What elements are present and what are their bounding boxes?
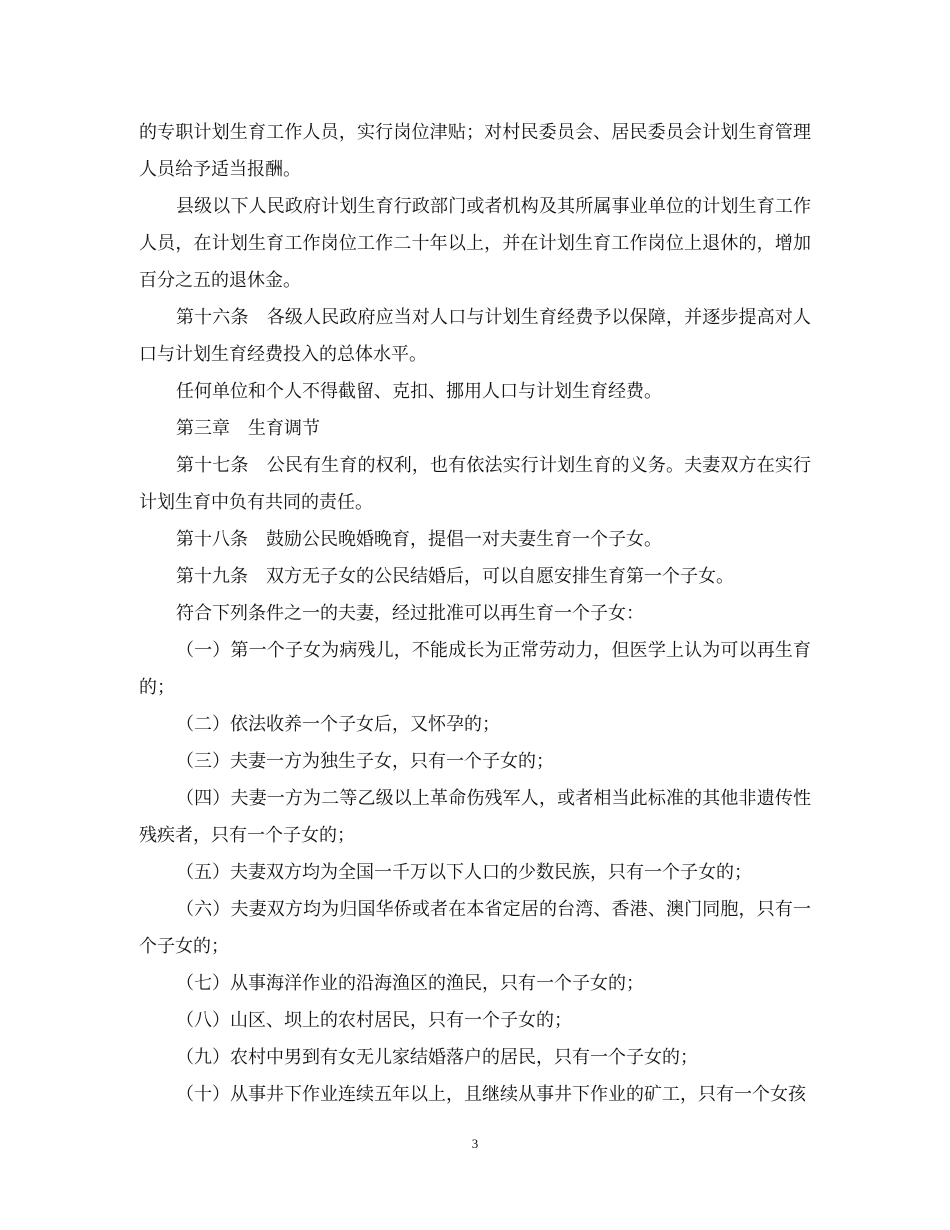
- article-19: 第十九条 双方无子女的公民结婚后，可以自愿安排生育第一个子女。: [176, 566, 734, 587]
- article-17: 第十七条 公民有生育的权利，也有依法实行计划生育的义务。夫妻双方在实行计划生育中负有共同的责任。: [139, 455, 811, 513]
- paragraph-funds-protection: 任何单位和个人不得截留、克扣、挪用人口与计划生育经费。: [176, 381, 662, 402]
- condition-item-6: （六）夫妻双方均为归国华侨或者在本省定居的台湾、香港、澳门同胞，只有一个子女的；: [139, 899, 811, 957]
- condition-item-4: （四）夫妻一方为二等乙级以上革命伤残军人，或者相当此标准的其他非遗传性残疾者，只有一个子女的；: [139, 788, 811, 846]
- paragraph-retirement-bonus: 县级以下人民政府计划生育行政部门或者机构及其所属事业单位的计划生育工作人员，在计划生育工作岗位工作二十年以上，并在计划生育工作岗位上退休的，增加百分之五的退休金。: [139, 196, 811, 291]
- conditions-intro: 符合下列条件之一的夫妻，经过批准可以再生育一个子女：: [176, 603, 644, 624]
- condition-item-3: （三）夫妻一方为独生子女，只有一个子女的；: [176, 751, 554, 772]
- page-number: 3: [471, 1136, 479, 1151]
- paragraph-continuation: 的专职计划生育工作人员，实行岗位津贴；对村民委员会、居民委员会计划生育管理人员给予适当报酬。: [139, 122, 811, 180]
- document-body: [139, 114, 811, 1113]
- condition-item-8: （八）山区、坝上的农村居民，只有一个子女的；: [176, 1010, 572, 1031]
- condition-item-7: （七）从事海洋作业的沿海渔区的渔民，只有一个子女的；: [176, 973, 644, 994]
- condition-item-9: （九）农村中男到有女无儿家结婚落户的居民，只有一个子女的；: [176, 1047, 698, 1068]
- condition-item-5: （五）夫妻双方均为全国一千万以下人口的少数民族，只有一个子女的；: [176, 862, 752, 883]
- chapter-3-heading: 第三章 生育调节: [176, 418, 320, 439]
- condition-item-10: （十）从事井下作业连续五年以上，且继续从事井下作业的矿工，只有一个女孩: [176, 1084, 806, 1105]
- condition-item-1: （一）第一个子女为病残儿，不能成长为正常劳动力，但医学上认为可以再生育的；: [139, 640, 811, 698]
- article-16: 第十六条 各级人民政府应当对人口与计划生育经费予以保障，并逐步提高对人口与计划生育经费投入的总体水平。: [139, 307, 811, 365]
- article-18: 第十八条 鼓励公民晚婚晚育，提倡一对夫妻生育一个子女。: [176, 529, 662, 550]
- condition-item-2: （二）依法收养一个子女后，又怀孕的；: [176, 714, 500, 735]
